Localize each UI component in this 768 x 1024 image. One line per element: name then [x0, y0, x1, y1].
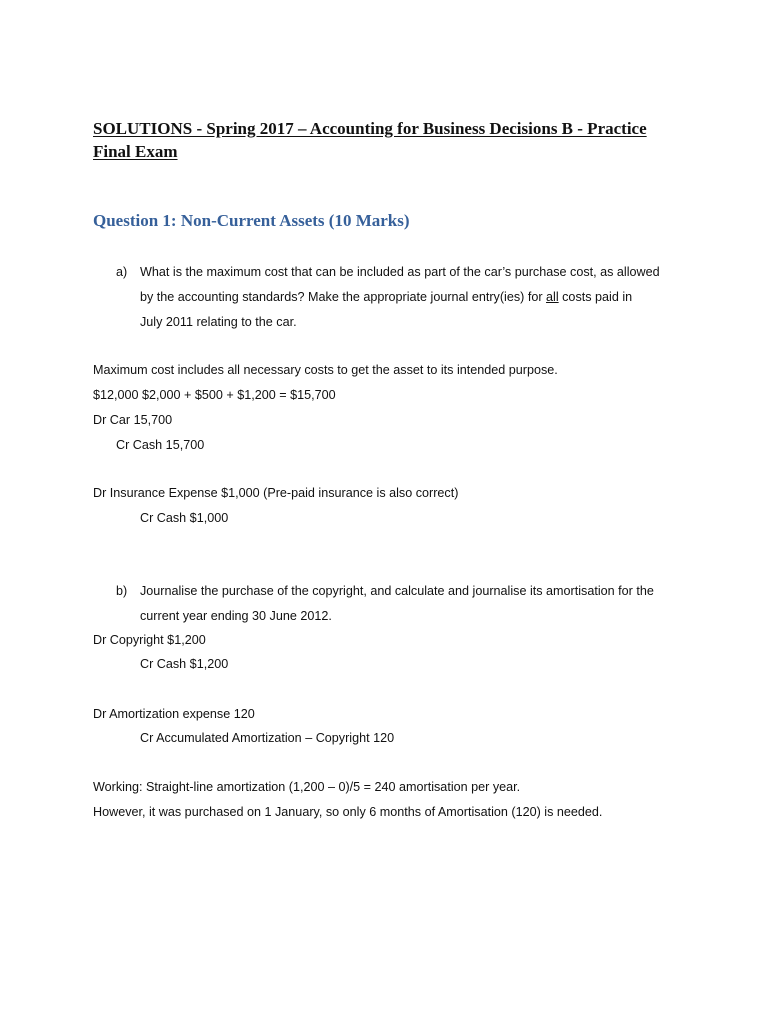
part-a-marker: a): [116, 265, 128, 279]
part-b-question-line-2: current year ending 30 June 2012.: [140, 609, 332, 623]
answer-a-calculation: $12,000 $2,000 + $500 + $1,200 = $15,700: [93, 388, 336, 402]
journal-entry-dr-car: Dr Car 15,700: [93, 413, 173, 427]
working-line-1: Working: Straight-line amortization (1,200 – 0)/5 = 240 amortisation per year.: [93, 780, 521, 794]
journal-entry-dr-amortization: Dr Amortization expense 120: [93, 707, 255, 721]
question-heading: Question 1: Non-Current Assets (10 Marks): [93, 211, 410, 230]
journal-entry-dr-insurance: Dr Insurance Expense $1,000 (Pre-paid insurance is also correct): [93, 486, 459, 500]
part-b-marker: b): [116, 584, 128, 598]
part-a-question-line-3: July 2011 relating to the car.: [140, 315, 297, 329]
working-line-2: However, it was purchased on 1 January, so only 6 months of Amortisation (120) is needed.: [93, 805, 603, 819]
part-a-question-line-1: What is the maximum cost that can be included as part of the car’s purchase cost, as allowed: [140, 265, 660, 279]
part-a-question-line-2: [140, 289, 632, 306]
journal-entry-cr-cash-copyright: Cr Cash $1,200: [140, 657, 229, 671]
journal-entry-dr-copyright: Dr Copyright $1,200: [93, 633, 206, 647]
part-a-line-2-end: costs paid in: [558, 290, 633, 304]
journal-entry-cr-accumulated-amortization: Cr Accumulated Amortization – Copyright 120: [140, 731, 395, 745]
journal-entry-cr-cash-insurance: Cr Cash $1,000: [140, 511, 229, 525]
underlined-all: all: [546, 290, 559, 304]
answer-a-explanation: Maximum cost includes all necessary costs to get the asset to its intended purpose.: [93, 363, 558, 377]
part-a-line-2-start: by the accounting standards? Make the appropriate journal entry(ies) for: [140, 290, 547, 304]
part-b-question-line-1: Journalise the purchase of the copyright, and calculate and journalise its amortisation for the: [140, 584, 654, 598]
journal-entry-cr-cash: Cr Cash 15,700: [116, 438, 205, 452]
document-title: SOLUTIONS - Spring 2017 – Accounting for Business Decisions B - Practice Final Exam: [93, 119, 647, 161]
